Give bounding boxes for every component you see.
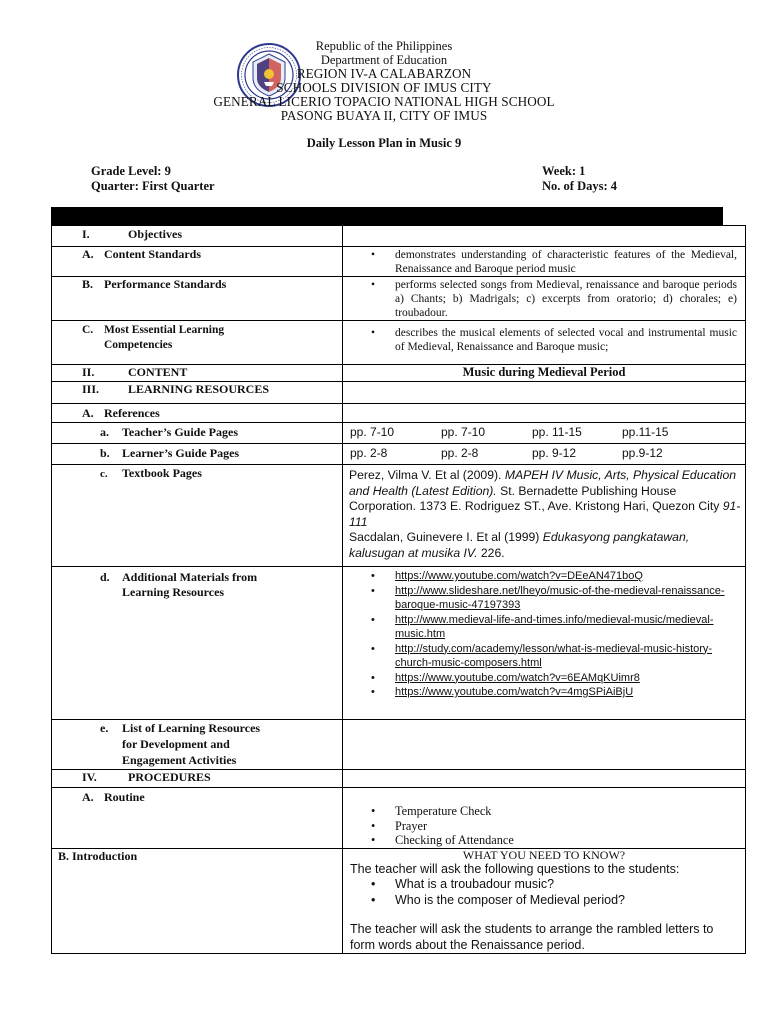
learners-guide-label: Learner’s Guide Pages — [122, 446, 240, 460]
textbook-reference-1 — [343, 465, 745, 530]
teachers-guide-label: Teacher’s Guide Pages — [122, 425, 238, 439]
procedures-label: PROCEDURES — [128, 770, 211, 784]
introduction-lead: The teacher will ask the following questions to the students: — [350, 861, 680, 876]
school-header — [150, 39, 618, 123]
lesson-plan-table — [51, 225, 746, 954]
list-resources-label-line2: for Development and — [122, 737, 230, 751]
additional-label-line2: Learning Resources — [122, 585, 225, 599]
textbook-label: Textbook Pages — [122, 466, 202, 480]
content-standards-number: A. — [82, 247, 94, 261]
teachers-guide-day3: pp. 11-15 — [532, 425, 582, 439]
content-standards-label: Content Standards — [104, 247, 202, 261]
melc-label-line1: Most Essential Learning — [104, 324, 225, 336]
header-school: GENERAL LICERIO TOPACIO NATIONAL HIGH SCHOOL — [213, 94, 555, 109]
page-title: Daily Lesson Plan in Music 9 — [306, 136, 462, 150]
additional-number: d. — [100, 570, 110, 584]
ref1-title: MAPEH IV Music, Arts, Physical Education and Health (Latest Edition). — [349, 468, 736, 498]
teachers-guide-day2: pp. 7-10 — [441, 425, 486, 439]
teachers-guide-number: a. — [100, 425, 109, 439]
content-value: Music during Medieval Period — [343, 365, 746, 382]
row-melc — [52, 321, 746, 365]
ref1-pages: 91-111 — [349, 499, 741, 529]
resource-link[interactable]: • http://www.medieval-life-and-times.info/medieval-music/medieval-music.htm — [343, 613, 745, 642]
resource-link[interactable]: • https://www.youtube.com/watch?v=DEeAN471boQ — [343, 569, 745, 584]
row-learners-guide — [52, 444, 746, 465]
number-of-days: No. of Days: 4 — [542, 179, 617, 193]
row-references — [52, 404, 746, 423]
learners-guide-day4: pp.9-12 — [622, 446, 663, 460]
learners-guide-day3: pp. 9-12 — [532, 446, 577, 460]
routine-item: • Temperature Check — [343, 804, 745, 819]
row-introduction — [52, 848, 746, 954]
routine-label: Routine — [104, 790, 145, 804]
ref1-publisher: St. Bernadette Publishing House Corporation. 1373 E. Rodriguez ST., Ave. Kristong Hari, Quezon City — [349, 483, 723, 513]
row-procedures — [52, 770, 746, 788]
learners-guide-number: b. — [100, 446, 110, 460]
learners-guide-day2: pp. 2-8 — [441, 446, 479, 460]
schedule-info — [542, 164, 617, 194]
performance-standards-label: Performance Standards — [104, 277, 227, 291]
routine-number: A. — [82, 790, 94, 804]
row-teachers-guide — [52, 423, 746, 444]
performance-standards-number: B. — [82, 277, 94, 291]
ref2-pages: 226. — [477, 545, 505, 560]
content-label: CONTENT — [128, 365, 188, 379]
list-resources-number: e. — [100, 721, 109, 735]
routine-item: • Prayer — [343, 819, 745, 834]
header-address: PASONG BUAYA II, CITY OF IMUS — [280, 108, 488, 123]
quarter: Quarter: First Quarter — [91, 179, 215, 193]
resource-link[interactable]: • https://www.youtube.com/watch?v=4mgSPiAiBjU — [343, 685, 745, 700]
references-number: A. — [82, 406, 94, 420]
resource-link[interactable]: • http://www.slideshare.net/lheyo/music-of-the-medieval-renaissance-baroque-music-47197393 — [343, 584, 745, 613]
ref2-author: Sacdalan, Guinevere I. Et al (1999) — [349, 530, 543, 544]
ref2-title: Edukasyong pangkatawan, kalusugan at musika IV. — [349, 530, 690, 560]
row-objectives — [52, 226, 746, 247]
header-republic: Republic of the Philippines — [315, 39, 453, 53]
teachers-guide-day4: pp.11-15 — [622, 425, 669, 439]
list-resources-label-line3: Engagement Activities — [122, 753, 237, 767]
row-content — [52, 365, 746, 382]
textbook-number: c. — [100, 468, 108, 480]
table-header-bar — [51, 207, 723, 225]
row-additional-materials — [52, 567, 746, 720]
references-label: References — [104, 406, 160, 420]
objectives-label: Objectives — [128, 227, 182, 241]
header-department: Department of Education — [320, 53, 448, 67]
row-routine — [52, 788, 746, 849]
grade-level: Grade Level: 9 — [91, 164, 171, 178]
header-region: REGION IV-A CALABARZON — [296, 66, 472, 81]
row-learning-resources — [52, 382, 746, 404]
introduction-question: • Who is the composer of Medieval period? — [343, 893, 745, 909]
introduction-label: B. Introduction — [52, 848, 343, 954]
teachers-guide-day1: pp. 7-10 — [350, 425, 395, 439]
content-standards-text: • demonstrates understanding of characteristic features of the Medieval, Renaissance and Baroque period music — [343, 248, 745, 276]
row-list-resources — [52, 720, 746, 770]
row-textbook — [52, 465, 746, 567]
performance-standards-text: • performs selected songs from Medieval, renaissance and baroque periods a) Chants; b) Madrigals; c) excerpts from oratorio; d) chorales; e) troubadour. — [343, 278, 745, 320]
additional-label-line1: Additional Materials from — [122, 570, 258, 584]
learners-guide-day1: pp. 2-8 — [350, 446, 388, 460]
resource-link[interactable]: • https://www.youtube.com/watch?v=6EAMqKUimr8 — [343, 671, 745, 686]
content-number: II. — [82, 365, 95, 379]
melc-number: C. — [82, 324, 94, 336]
textbook-reference-2 — [343, 530, 745, 561]
list-resources-label-line1: List of Learning Resources — [122, 721, 261, 735]
ref1-author: Perez, Vilma V. Et al (2009). — [349, 468, 505, 482]
routine-item: • Checking of Attendance — [343, 833, 745, 848]
learning-resources-label: LEARNING RESOURCES — [128, 382, 270, 396]
resource-link[interactable]: • http://study.com/academy/lesson/what-is-medieval-music-history-church-music-composers.html — [343, 642, 745, 671]
row-performance-standards — [52, 277, 746, 321]
introduction-heading: WHAT YOU NEED TO KNOW? — [462, 848, 626, 862]
melc-label-line2: Competencies — [104, 339, 173, 351]
week: Week: 1 — [542, 164, 586, 178]
header-division: SCHOOLS DIVISION OF IMUS CITY — [276, 80, 492, 95]
grade-info — [91, 164, 215, 194]
row-content-standards — [52, 247, 746, 277]
melc-text: • describes the musical elements of selected vocal and instrumental music of Medieval, Renaissance and Baroque music; — [343, 326, 745, 354]
objectives-number: I. — [82, 227, 90, 241]
learning-resources-number: III. — [82, 382, 100, 396]
introduction-closing: The teacher will ask the students to arrange the rambled letters to form words about the Renaissance period. — [350, 922, 714, 952]
procedures-number: IV. — [82, 770, 97, 784]
introduction-question: • What is a troubadour music? — [343, 877, 745, 893]
